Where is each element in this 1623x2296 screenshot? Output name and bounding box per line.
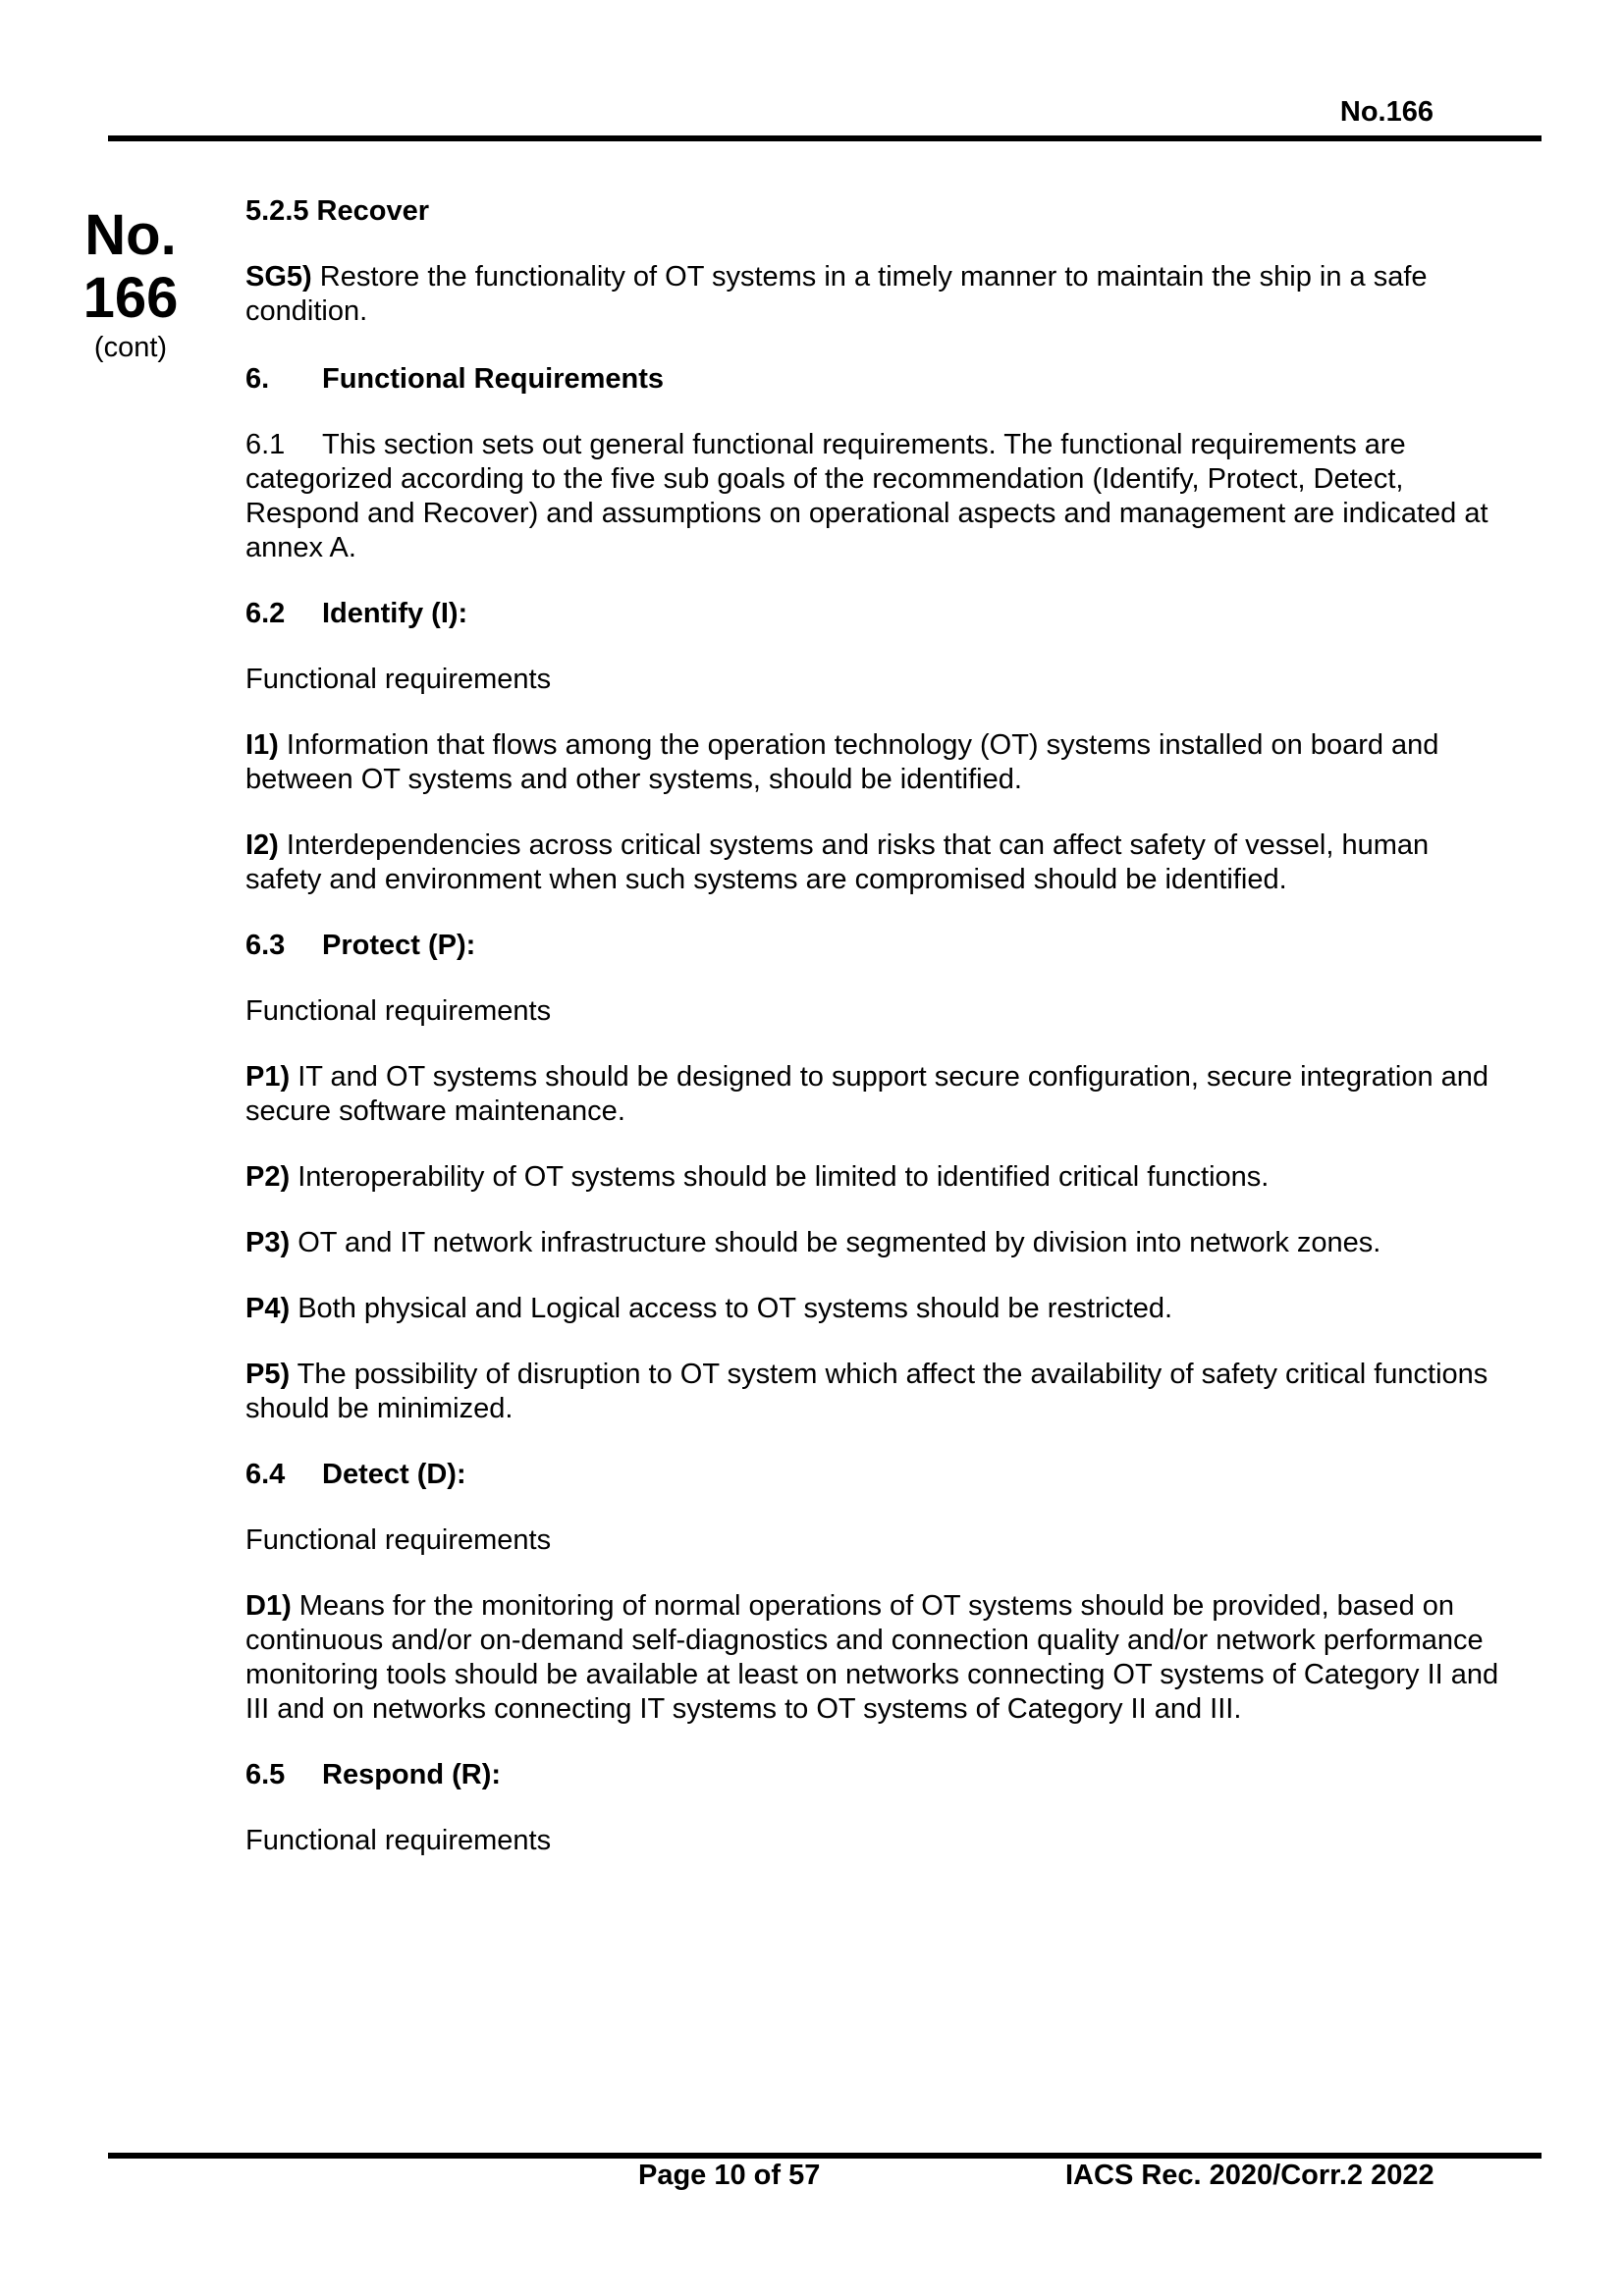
i2-text: Interdependencies across critical systems and risks that can affect safety of vessel, human safety and environment when such systems are compromised should be identified. [245, 829, 1430, 895]
sidebar-no: No. [84, 203, 177, 267]
section-6-5-title: Respond (R): [322, 1759, 502, 1790]
p1-label: P1) [245, 1061, 291, 1093]
section-6-5-number: 6.5 [245, 1759, 286, 1790]
section-6-3-title: Protect (P): [322, 930, 476, 961]
d1-label: D1) [245, 1590, 292, 1622]
section-6-4-title: Detect (D): [322, 1459, 466, 1490]
p5-text: The possibility of disruption to OT system which affect the availability of safety critical functions should be minimized. [245, 1359, 1488, 1424]
section-6-1-text: This section sets out general functional requirements. The functional requirements are categorized according to the five sub goals of the recommendation (Identify, Protect, Detect, Respond and Recover) and assumptions on operational aspects and management are indicated at annex A. [245, 429, 1488, 563]
d1-text: Means for the monitoring of normal operations of OT systems should be provided, based on continuous and/or on-demand self-diagnostics and connection quality and/or network performance monitoring tools should be available at least on networks connecting OT systems of Category II and III and on networks connecting IT systems to OT systems of Category II and III. [245, 1590, 1499, 1725]
section-6-3-number: 6.3 [245, 930, 286, 961]
d1-paragraph [245, 1589, 1512, 1727]
section-5-2-5-heading: 5.2.5 Recover [245, 195, 430, 227]
section-6-3-heading [245, 929, 1512, 963]
section-6-heading [245, 362, 1512, 397]
p4-paragraph [245, 1292, 1512, 1326]
section-6-4-heading [245, 1458, 1512, 1492]
section-6-4-number: 6.4 [245, 1459, 286, 1490]
section-6-2-subheading: Functional requirements [245, 664, 552, 695]
p5-label: P5) [245, 1359, 291, 1390]
section-6-5-subheading: Functional requirements [245, 1825, 552, 1856]
footer-page-number: Page 10 of 57 [638, 2160, 821, 2191]
p2-text: Interoperability of OT systems should be limited to identified critical functions. [290, 1161, 1270, 1193]
sidebar-doc-label [77, 204, 185, 364]
section-6-title: Functional Requirements [322, 363, 665, 395]
i2-paragraph [245, 828, 1512, 897]
p2-label: P2) [245, 1161, 291, 1193]
header-rule [108, 135, 1542, 141]
p3-paragraph [245, 1226, 1512, 1260]
document-body [245, 194, 1512, 1858]
section-6-2-title: Identify (I): [322, 598, 468, 629]
section-6-5-heading [245, 1758, 1512, 1792]
sg5-paragraph [245, 260, 1512, 329]
sidebar-cont: (cont) [93, 332, 168, 363]
footer-rule [108, 2153, 1542, 2159]
section-6-1-number: 6.1 [245, 429, 286, 460]
i1-paragraph [245, 728, 1512, 797]
p1-text: IT and OT systems should be designed to support secure configuration, secure integration and secure software maintenance. [245, 1061, 1489, 1127]
section-6-1-paragraph [245, 428, 1512, 565]
p1-paragraph [245, 1060, 1512, 1129]
p2-paragraph [245, 1160, 1512, 1195]
p3-label: P3) [245, 1227, 291, 1258]
i2-label: I2) [245, 829, 279, 861]
p4-text: Both physical and Logical access to OT systems should be restricted. [290, 1293, 1173, 1324]
sidebar-number: 166 [82, 266, 179, 330]
p3-text: OT and IT network infrastructure should be segmented by division into network zones. [290, 1227, 1381, 1258]
p4-label: P4) [245, 1293, 291, 1324]
i1-label: I1) [245, 729, 279, 761]
section-6-3-subheading: Functional requirements [245, 995, 552, 1027]
sg5-label: SG5) [245, 261, 312, 293]
section-6-2-number: 6.2 [245, 598, 286, 629]
p5-paragraph [245, 1358, 1512, 1426]
header-doc-number: No.166 [1339, 96, 1434, 128]
section-6-4-subheading: Functional requirements [245, 1524, 552, 1556]
section-6-2-heading [245, 597, 1512, 631]
sg5-text: Restore the functionality of OT systems in a timely manner to maintain the ship in a safe condition. [245, 261, 1428, 327]
footer-reference: IACS Rec. 2020/Corr.2 2022 [1065, 2160, 1434, 2191]
i1-text: Information that flows among the operation technology (OT) systems installed on board and between OT systems and other systems, should be identified. [245, 729, 1439, 795]
section-6-number: 6. [245, 363, 270, 395]
